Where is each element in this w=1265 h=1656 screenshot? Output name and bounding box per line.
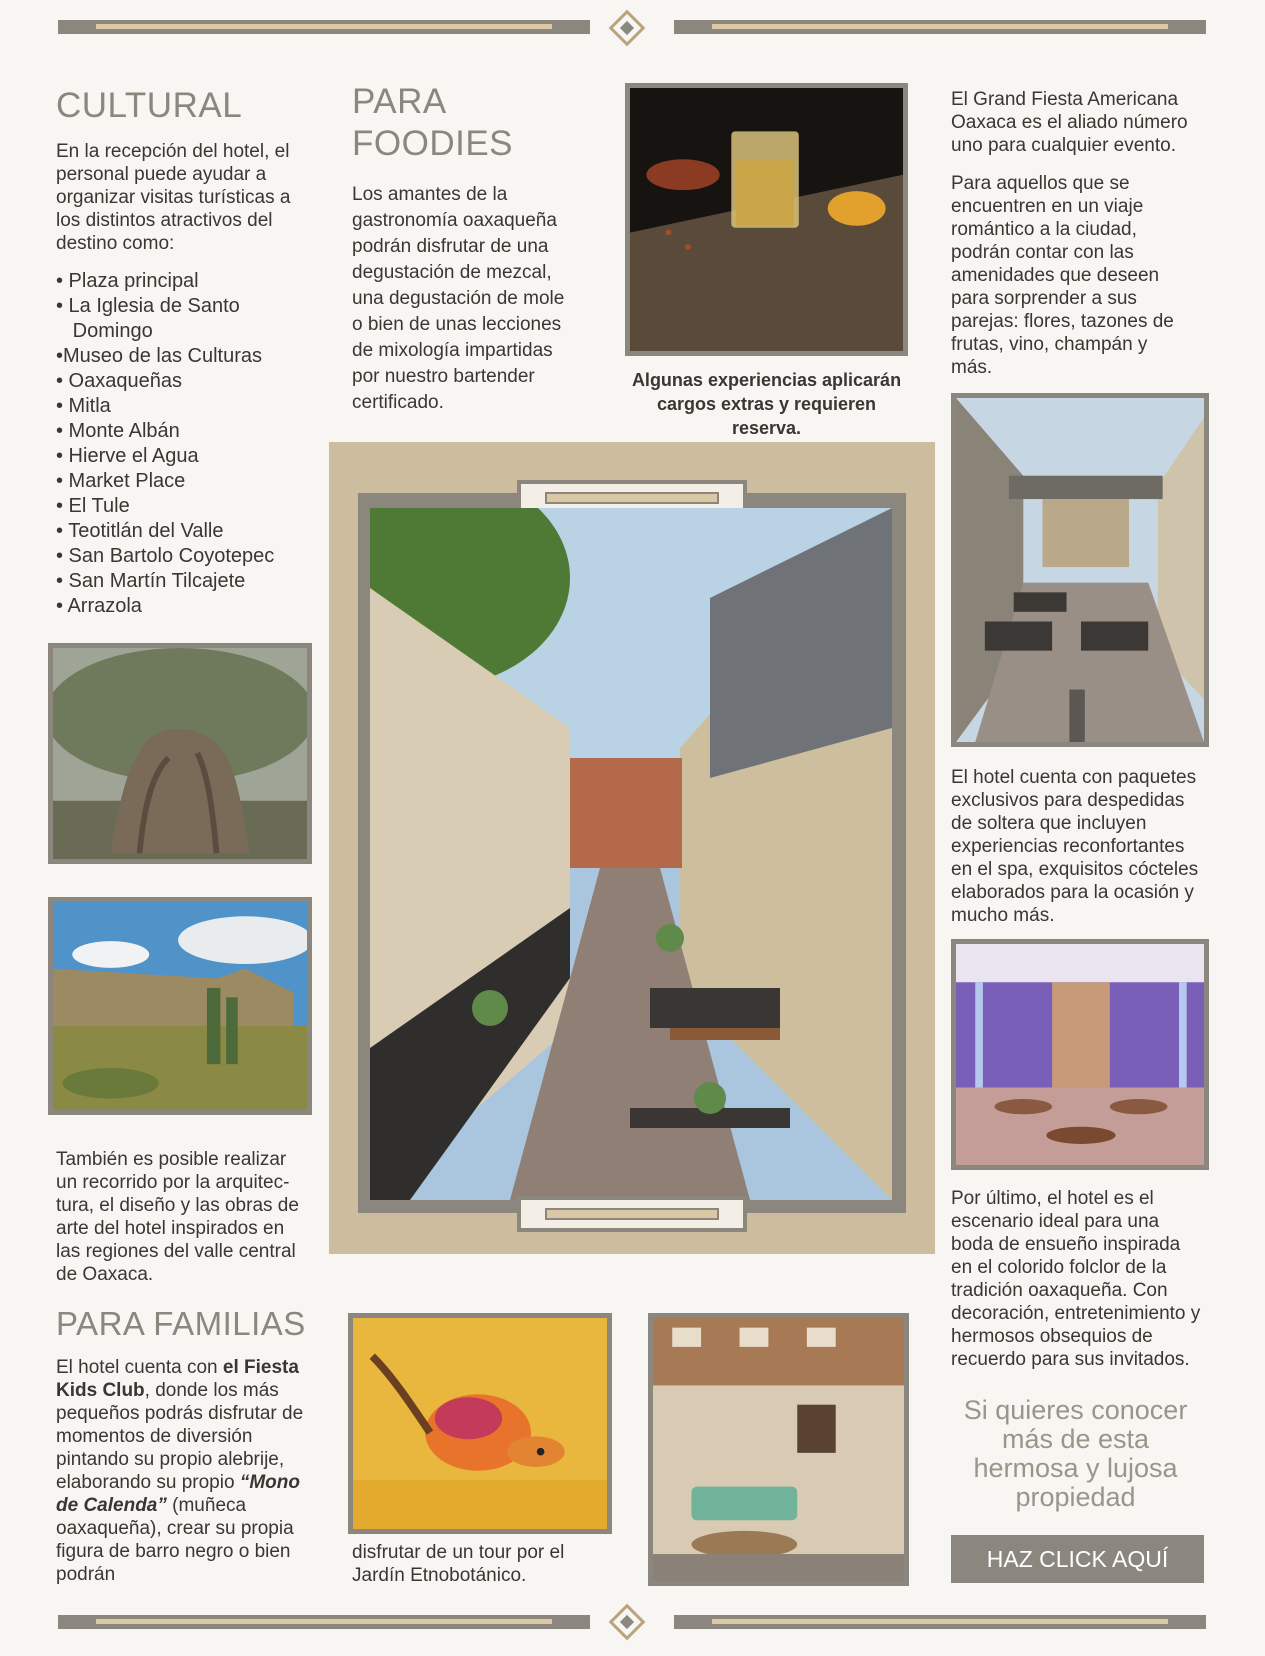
top-rule-left [58,20,590,34]
destination-list-item: • Mitla [56,395,111,417]
destination-list-item: Domingo [56,320,153,342]
top-diamond-ornament [609,10,646,47]
destination-list-item: •Museo de las Culturas [56,345,262,367]
foodies-text: Los amantes de la gastronomía oaxaqueña podrán disfrutar de una degustación de mezcal, una degustación de mole o bien de unas lecciones de mixología impartidas por nuestro bartender certificado. [352,184,565,413]
banquet-hall-photo [951,939,1209,1170]
foodies-heading-line2: FOODIES [352,124,514,163]
courtyard-photo [370,508,892,1200]
destination-list-item: • La Iglesia de Santo [56,295,240,317]
foodies-heading-line1: PARA [352,82,447,121]
familias-text-c: , donde los más pequeños podrás disfrutar de momentos de diversión pintando su propio alebrije, elaborando su propio [56,1380,304,1493]
destination-list-item: • Teotitlán del Valle [56,520,224,542]
tule-tree-photo [48,643,312,864]
destination-list-item: • Monte Albán [56,420,180,442]
destination-list-item: • Plaza principal [56,270,199,292]
architecture-text: También es posible realizar un recorrido por la arquitec-tura, el diseño y las obras de arte del hotel inspirados en las regiones del valle central de Oaxaca. [56,1149,299,1285]
destination-list-item: • San Martín Tilcajete [56,570,246,592]
experiences-caption: Algunas experiencias aplicarán cargos extras y requieren reserva. [631,370,902,438]
mezcal-glass-photo [625,83,908,356]
alebrije-photo [348,1313,612,1534]
cta-text: Si quieres conocer más de esta hermosa y lujosa propiedad [963,1395,1188,1512]
lobby-photo [648,1313,909,1586]
familias-continued-text: disfrutar de un tour por el Jardín Etnobotánico. [352,1542,565,1586]
frame-top-plaque-bar [545,492,719,504]
bachelorette-text: El hotel cuenta con paquetes exclusivos para despedidas de soltera que incluyen experiencias reconfortantes en el spa, exquisitos cócteles elaborados para la ocasión y mucho más. [951,767,1199,926]
destination-list-item: • Market Place [56,470,186,492]
bottom-rule-left [58,1615,590,1629]
destination-list-item: • Oaxaqueñas [56,370,182,392]
top-rule-right [674,20,1206,34]
events-intro: El Grand Fiesta Americana Oaxaca es el aliado número uno para cualquier evento. [951,89,1188,156]
mono-de-calenda: “Mono de Calenda” [56,1472,300,1516]
familias-text-e: (muñeca oaxaqueña), crear su propia figura de barro negro o bien podrán [56,1495,294,1585]
wedding-text: Por último, el hotel es el escenario ideal para una boda de ensueño inspirada en el colorido folclor de la tradición oaxaqueña. Con decoración, entretenimiento y hermosos obsequios de recuerdo para sus invitados. [951,1188,1201,1370]
destination-list [56,269,311,619]
destination-list-item: • San Bartolo Coyotepec [56,545,275,567]
familias-heading: PARA FAMILIAS [56,1305,306,1342]
cultural-intro: En la recepción del hotel, el personal puede ayudar a organizar visitas turísticas a los distintos atractivos del destino como: [56,141,291,254]
kids-club-name: el Fiesta Kids Club [56,1357,299,1401]
familias-text [56,1356,306,1586]
mitla-ruins-photo [48,897,312,1115]
destination-list-item: • El Tule [56,495,130,517]
romantic-text: Para aquellos que se encuentren en un viaje romántico a la ciudad, podrán contar con las amenidades que deseen para sorprender a sus parejas: flores, tazones de frutas, vino, champán y más. [951,173,1174,378]
destination-list-item: • Arrazola [56,595,142,617]
frame-bottom-plaque-bar [545,1208,719,1220]
bottom-rule-right [674,1615,1206,1629]
cultural-heading: CULTURAL [56,86,243,125]
familias-text-a: El hotel cuenta con [56,1357,223,1378]
destination-list-item: • Hierve el Agua [56,445,199,467]
hotel-courtyard-photo [951,393,1209,747]
bottom-diamond-ornament [609,1604,646,1641]
click-here-button[interactable]: HAZ CLICK AQUÍ [951,1535,1204,1583]
